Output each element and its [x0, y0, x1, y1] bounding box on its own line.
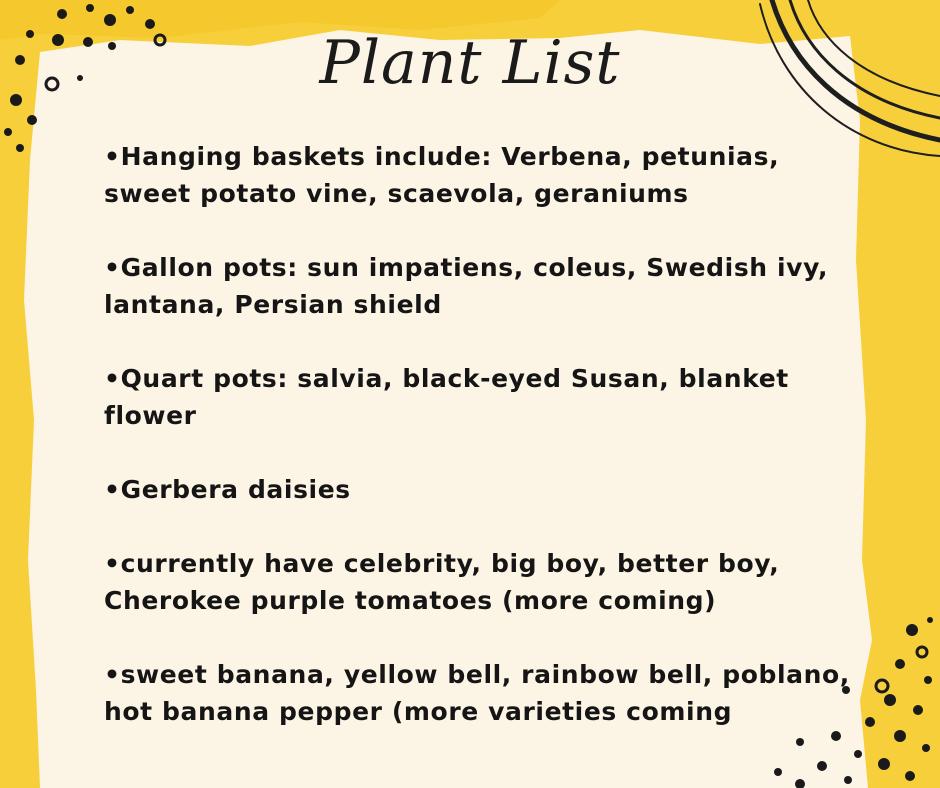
list-item-tomatoes: •currently have celebrity, big boy, better boy, Cherokee purple tomatoes (more coming) [104, 549, 780, 615]
plant-list [104, 138, 864, 767]
list-item-hanging-baskets: •Hanging baskets include: Verbena, petunias, sweet potato vine, scaevola, geraniums [104, 142, 780, 208]
list-item-peppers: •sweet banana, yellow bell, rainbow bell, poblano, hot banana pepper (more varieties coming [104, 660, 850, 726]
list-item-gerbera-daisies: •Gerbera daisies [104, 475, 351, 504]
list-item-gallon-pots: •Gallon pots: sun impatiens, coleus, Swedish ivy, lantana, Persian shield [104, 253, 829, 319]
page-title: Plant List [319, 28, 621, 98]
list-item-quart-pots: •Quart pots: salvia, black-eyed Susan, blanket flower [104, 364, 789, 430]
rings-bottom-right [876, 647, 927, 692]
